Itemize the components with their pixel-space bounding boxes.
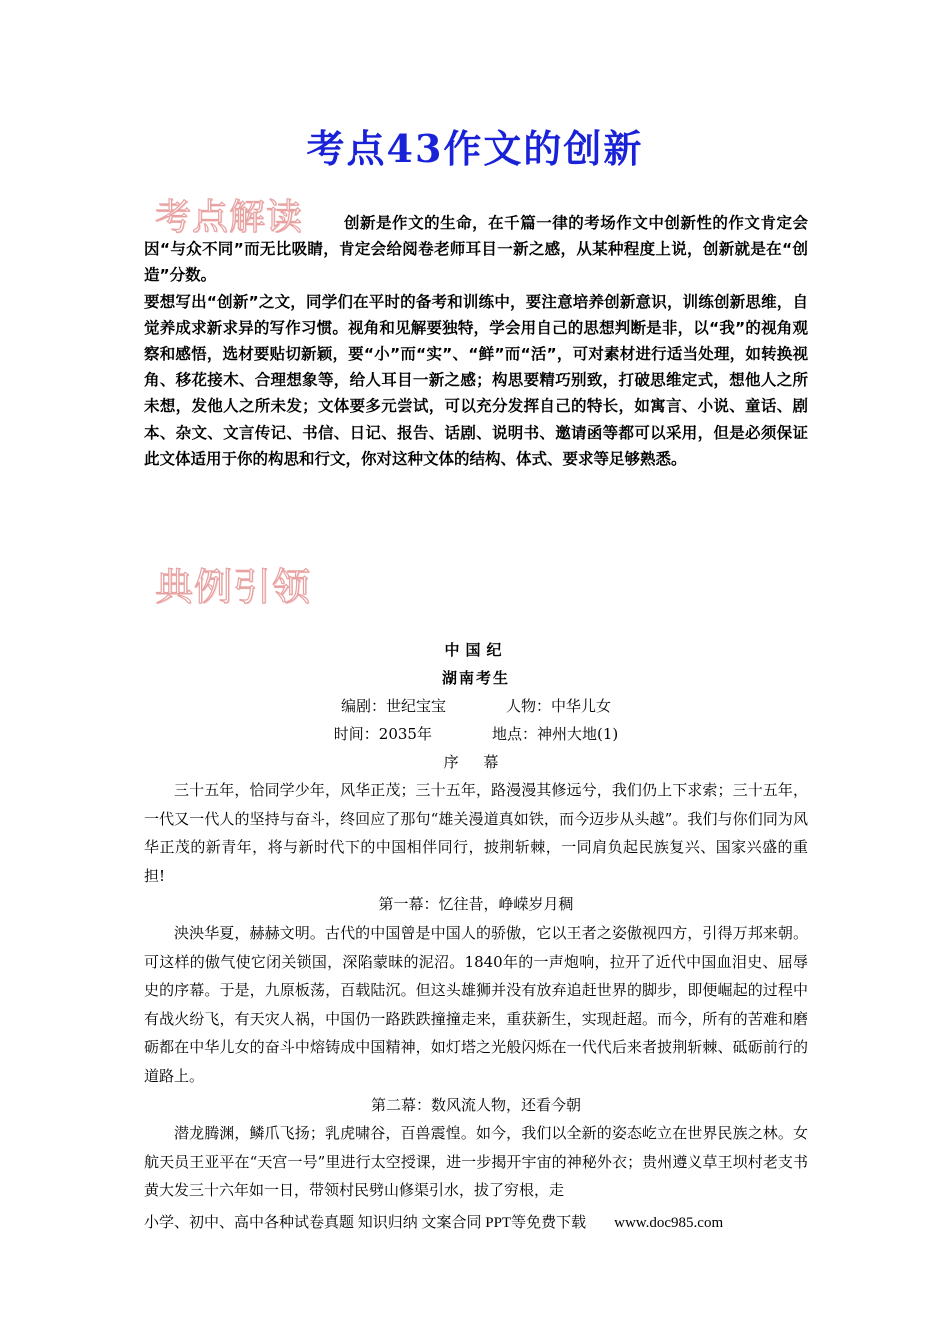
- page-title: 考点43作文的创新: [306, 126, 644, 171]
- essay-author: 湖南考生: [441, 669, 510, 687]
- intro-text: [144, 210, 808, 472]
- essay-characters: 人物：中华儿女: [506, 697, 612, 715]
- intro-paragraph-2: 要想写出“创新”之文，同学们在平时的备考和训练中，要注意培养创新意识，训练创新思维，自觉养成求新求异的写作习惯。视角和见解要独特，学会用自己的思想判断是非，以“我”的视角观察和感悟，选材要贴切新颖，要“小”而“实”、“鲜”而“活”，可对素材进行适当处理，如转换视角、移花接木、合理想象等，给人耳目一新之感；构思要精巧别致，打破思维定式，想他人之所未想，发他人之所未发；文体要多元尝试，可以充分发挥自己的特长，如寓言、小说、童话、剧本、杂文、文言传记、书信、日记、报告、话剧、说明书、邀请函等都可以采用，但是必须保证此文体适用于你的构思和行文，你对这种文体的结构、体式、要求等足够熟悉。: [144, 292, 808, 468]
- essay-meta-row-1: [144, 692, 808, 720]
- footer-url[interactable]: www.doc985.com: [614, 1215, 724, 1231]
- act2-heading: 第二幕：数风流人物，还看今朝: [370, 1095, 581, 1114]
- act2-text: 潜龙腾渊，鳞爪飞扬；乳虎啸谷，百兽震惶。如今，我们以全新的姿态屹立在世界民族之林。女航天员王亚平在“天宫一号”里进行太空授课，进一步揭开宇宙的神秘外衣；贵州遵义草王坝村老支书黄大发三十六年如一日，带领村民劈山修渠引水，拔了穷根，走: [144, 1124, 808, 1200]
- essay-screenwriter: 编剧：世纪宝宝: [340, 697, 446, 715]
- essay-meta-row-2: [144, 720, 808, 748]
- footer-text: 小学、初中、高中各种试卷真题 知识归纳 文案合同 PPT等免费下载: [144, 1215, 587, 1231]
- essay-place: 地点：神州大地(1): [491, 725, 619, 743]
- page-footer: [144, 1211, 808, 1232]
- prologue-text: 三十五年，恰同学少年，风华正茂；三十五年，路漫漫其修远兮，我们仍上下求索；三十五年，一代又一代人的坚持与奋斗，终回应了那句“雄关漫道真如铁，而今迈步从头越”。我们与你们同为风华正茂的新青年，将与新时代下的中国相伴同行，披荆斩棘，一同肩负起民族复兴、国家兴盛的重担!: [144, 781, 808, 885]
- intro-paragraph-1: 创新是作文的生命，在千篇一律的考场作文中创新性的作文肯定会因“与众不同”而无比吸睛，肯定会给阅卷老师耳目一新之感，从某种程度上说，创新就是在“创造”分数。: [144, 214, 808, 285]
- section-label-interpretation: 考点解读: [155, 197, 304, 238]
- section-label-example: 典例引领: [155, 565, 312, 609]
- essay-title: 中国纪: [444, 641, 508, 659]
- essay-time: 时间：2035年: [333, 725, 432, 743]
- act1-text: 泱泱华夏，赫赫文明。古代的中国曾是中国人的骄傲，它以王者之姿傲视四方，引得万邦来朝。可这样的傲气使它闭关锁国，深陷蒙昧的泥沼。1840年的一声炮响，拉开了近代中国血泪史、屈辱史的序幕。于是，九原板荡，百载陆沉。但这头雄狮并没有放弃追赶世界的脚步，即便崛起的过程中有战火纷飞，有天灾人祸，中国仍一路跌跌撞撞走来，重获新生，实现赶超。而今，所有的苦难和磨砺都在中华儿女的奋斗中熔铸成中国精神，如灯塔之光般闪烁在一代代后来者披荆斩棘、砥砺前行的道路上。: [144, 923, 808, 1085]
- act1-heading: 第一幕：忆往昔，峥嵘岁月稠: [378, 895, 574, 914]
- essay: [144, 636, 808, 1205]
- prologue-heading: 序 幕: [443, 753, 509, 771]
